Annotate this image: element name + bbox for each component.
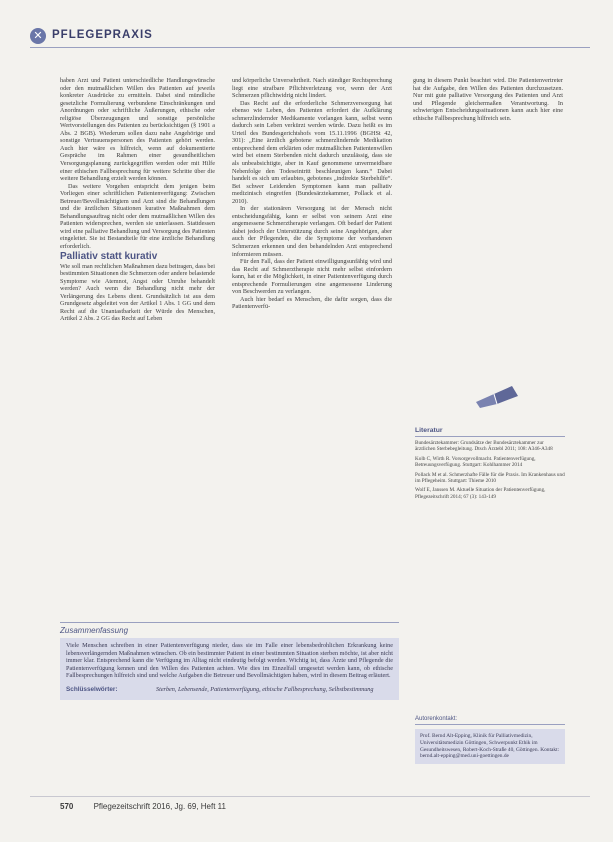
page-header [30, 28, 590, 46]
col2-paragraph: und körperliche Unversehrtheit. Nach ständiger Rechtsprechung liegt eine strafbare Pflichtverletzung vor, wenn der Arzt Schmerzen pflichtwidrig nicht lindert. [232, 77, 392, 100]
section-logo-icon: ✕ [30, 28, 46, 44]
subheading: Palliativ statt kurativ [60, 250, 158, 262]
col2-paragraph: In der stationären Versorgung ist der Mensch nicht entscheidungsfähig, kann er selbst von seinem Arzt eine angemessene Schmerztherapie verlangen. Oft bedarf der Patient dabei jedoch der Unterstützung durch seine Angehörigen, aber auch der Pflegenden, die die Symptome der vorhandenen Schmerzen erkennen und den behandelnden Arzt entsprechend informieren müssen. [232, 205, 392, 258]
col3-paragraph: gung in diesem Punkt beachtet wird. Die Patientenvertreter hat die Aufgabe, den Willen des Patienten durchzusetzen. Nur mit gute palliative Versorgung des Patienten und Arzt und Pflegende gleichermaßen Verantwortung. In schwierigen Entscheidungssituationen kann auch hier eine ethische Fallbesprechung hilfreich sein. [413, 77, 563, 122]
open-book-icon [472, 380, 522, 410]
col1-paragraph: haben Arzt und Patient unterschiedliche Handlungswünsche oder den mutmaßlichen Willen des Patienten auf jeweils konkreter Ausdrücke zu ermitteln. Dabei sind mündliche gesetzliche Formulierung verbundene Einschränkungen und Anordnungen oder schriftliche Äußerungen, ethische oder religiöse Überzeugungen und sonstige persönliche Wertvorstellungen des Patienten zu berücksichtigen (§ 1901 a Abs. 2 BGB). Wiederum sollen dazu nahe Angehörige und sonstige Vertrauenspersonen des Patienten gehört werden. Auch hier wäre es hilfreich, wenn auf dokumentierte Gespräche im Rahmen einer gesundheitlichen Versorgungsplanung zurückgegriffen werden oder mit Hilfe einer ethischen Fallbesprechung für weitere Schritte über die weitere Behandlung erzielt werden können. [60, 77, 215, 183]
summary-section [60, 622, 399, 700]
col2-paragraph: Das Recht auf die erforderliche Schmerzversorgung hat ebenso wie Leben, des Patienten erfordert die Aufklärung schmerzlindernder Medikamente vorlangen kann, selbst wenn dadurch sein Leben verkürzt werden würde. Dazu heißt es im Urteil des Bundesgerichtshofs vom 15.11.1996 (BGHSt 42, 301): „Eine ärztlich gebotene schmerzlindernde Medikation entsprechend dem erklärten oder mutmaßlichen Patientenwillen wird bei einem Sterbenden nicht dadurch unzulässig, dass sie als unbeabsichtigte, aber in Kauf genommene unvermeidbare Nebenfolge den Todeseintritt beschleunigen kann.“ Dabei handelt es sich um erlaubtes, gebotenes „indirekte Sterbehilfe“. Bei schwer Leidenden Symptomen kann man palliativ medizinisch eingreifen (Bundesärztekammer, Pollack et al. 2010). [232, 99, 392, 205]
text-column-1 [60, 77, 215, 323]
page-footer [60, 802, 226, 811]
text-column-3 [413, 77, 563, 122]
section-title: PFLEGEPRAXIS [52, 29, 153, 41]
literature-item: Bundesärztekammer: Grundsätze der Bundesärztekammer zur ärztlichen Sterbebegleitung. Dtsch Ärztebl 2011; 108: A346-A348 [415, 440, 553, 453]
col1-paragraph: Wie soll man rechtlichen Maßnahmen dazu beitragen, dass bei bestimmten Situationen die Schmerzen oder andere belastende Symptome wie Atemnot, Angst oder Unruhe behandelt werden? Auch wenn die Behandlung nicht mehr der Verlängerung des Lebens dient. Grundsätzlich ist aus dem Grundgesetz abgeleitet von der Artikel 1 Abs. 1 GG und dem Recht auf die Unantastbarkeit der Würde des Menschen, Artikel 2 Abs. 2 GG das Recht auf Leben [60, 262, 215, 323]
summary-text: Viele Menschen schreiben in einer Patientenverfügung nieder, dass sie im Falle einer lebensbedrohlichen Erkrankung keine lebensverlängernden Maßnahmen wünschen. Ob ein bestimmter Patient in einer bestimmten Situation sterben möchte, ist aber nicht immer klar. Entsprechend kann die Verfügung im Alltag nicht eindeutig befolgt werden. Wichtig ist, dass Ärzte und Pflegende die Patientenverfügung kennen und den Willen des Patienten achten. Wie dies im Einzelfall umgesetzt werden kann, ob ethische Fallbesprechungen hilfreich sind und welche Aufgaben die Betreuer und Bevollmächtigten haben, wird in diesem Beitrag erläutert. [66, 642, 393, 680]
col1-paragraph: Das weitere Vorgehen entspricht dem jenigen beim Vorliegen einer schriftlichen Patientenverfügung: Zwischen Betreuer/Bevollmächtigtem und Arzt sind die Behandlungen und die ärztlichen Situationen kurative Maßnahmen dem Behandlungsauftrag nicht oder dem mutmaßlichen Willen des Patienten widersprechen, werden sie unterlassen. Stattdessen wird eine palliative Behandlung und Versorgung des Patienten eingeleitet. Sie ist Bestandteile für eine ärztliche Behandlung erforderlich. [60, 182, 215, 251]
page-number: 570 [60, 802, 74, 811]
keywords-label: Schlüsselwörter: [66, 685, 118, 693]
literature-item: Kolb C, Wirth R. Vorsorgevollmacht. Patientenverfügung, Betreuungsverfügung. Stuttgart: Kohlhammer 2014 [415, 455, 536, 469]
journal-citation: Pflegezeitschrift 2016, Jg. 69, Heft 11 [93, 802, 226, 811]
literature-item: Pollack M et al. Schmerzhafte Fälle für die Praxis. Im Krankenhaus und im Pflegeheim. Stuttgart: Thieme 2010 [415, 471, 565, 485]
text-column-2 [232, 77, 392, 311]
col2-paragraph: Auch hier bedarf es Menschen, die dafür sorgen, dass die Patientenverfü- [232, 295, 392, 311]
keywords-text: Sterben, Lebensende, Patientenverfügung, ethische Fallbesprechung, Selbstbestimmung [156, 685, 374, 693]
literature-box [415, 427, 565, 503]
col2-paragraph: Für den Fall, dass der Patient einwilligungsunfähig wird und das Recht auf Schmerztherapie nicht mehr selbst einfordern kann, hat er die Möglichkeit, in einer Patientenverfügung durch entsprechende Formulierungen eine angemessene Linderung von Beschwerden zu verlangen. [232, 258, 392, 296]
author-contact [415, 716, 565, 764]
author-contact-title: Autorenkontakt: [415, 716, 565, 725]
header-divider [30, 47, 590, 48]
author-contact-box: Prof. Bernd Alt-Epping, Klinik für Palliativmedizin, Universitätsmedizin Göttingen, Schwerpunkt Ethik im Gesundheitswesen, Robert-Koch-Straße 40, Göttingen. Kontakt: bernd.alt-epping@med.uni-goettingen.de [415, 729, 565, 764]
keywords-row [66, 686, 393, 694]
literature-item: Wolf E, Janssen M. Aktuelle Situation der Patientenverfügung, Pflegezeitschrift 2014; 67 (3): 143-149 [415, 487, 546, 500]
summary-title: Zusammenfassung [60, 622, 399, 635]
literature-title: Literatur [415, 427, 565, 437]
footer-divider [30, 796, 590, 797]
summary-box [60, 638, 399, 700]
